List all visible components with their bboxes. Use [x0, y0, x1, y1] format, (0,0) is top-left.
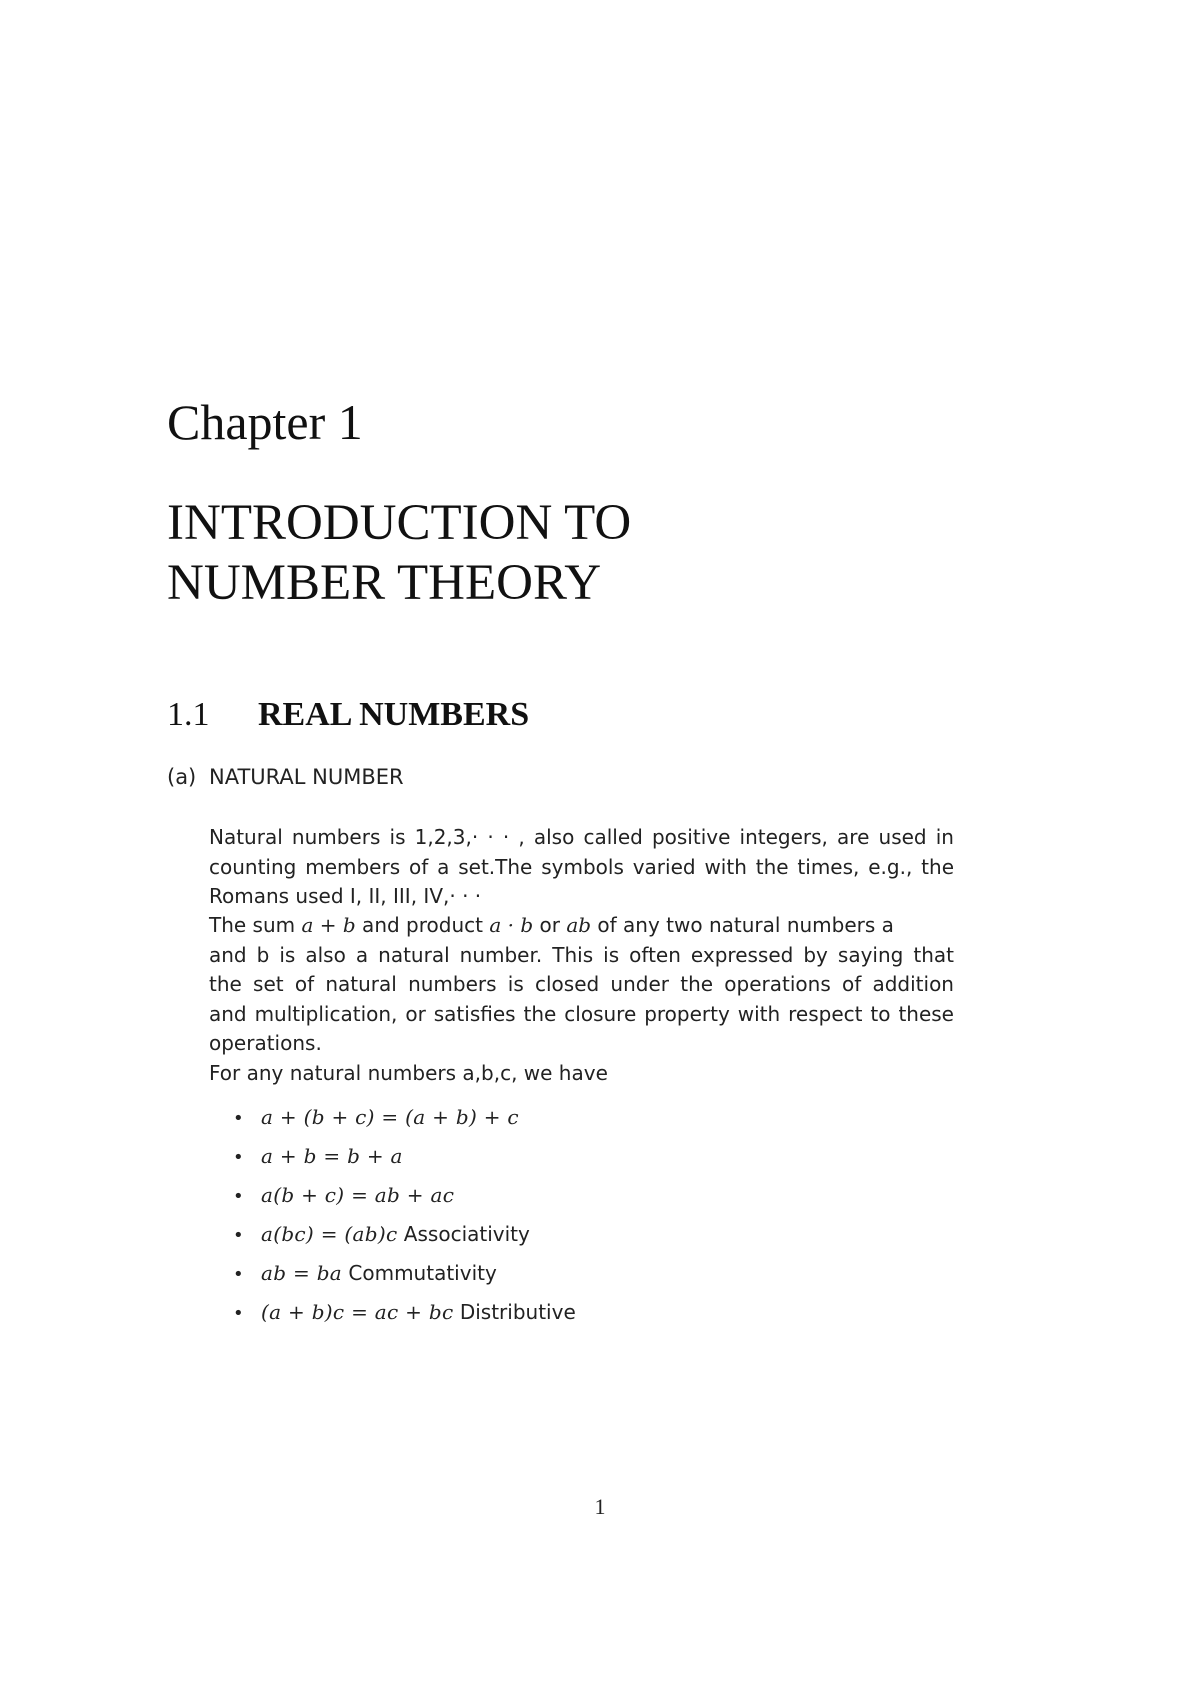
subsection-title: NATURAL NUMBER — [209, 765, 404, 789]
text-segment: or — [533, 913, 567, 937]
page-number: 1 — [594, 1494, 606, 1519]
list-item — [233, 1140, 576, 1179]
paragraph-line: counting members of a set.The symbols varied with the times, e.g., the — [209, 854, 954, 879]
property-label: Commutativity — [342, 1261, 497, 1285]
paragraph-closure — [209, 911, 954, 1061]
paragraph-natural-numbers — [209, 823, 954, 913]
formula: a(bc) = (ab)c — [261, 1222, 398, 1246]
paragraph-line: the set of natural numbers is closed under the operations of addition — [209, 972, 954, 996]
section-number: 1.1 — [167, 696, 210, 733]
bullet-icon: • — [233, 1147, 244, 1168]
paragraph-line: operations. — [209, 1031, 322, 1055]
text-segment: and product — [355, 913, 490, 937]
formula: a + b = b + a — [261, 1144, 403, 1168]
property-label: Distributive — [453, 1300, 576, 1324]
formula: a(b + c) = ab + ac — [261, 1183, 455, 1207]
section-title: REAL NUMBERS — [258, 696, 530, 733]
bullet-icon: • — [233, 1303, 244, 1324]
paragraph-line: For any natural numbers a,b,c, we have — [209, 1061, 608, 1085]
section-heading — [167, 693, 529, 737]
paragraph-line: Romans used I, II, III, IV,· · · — [209, 884, 482, 908]
subsection-label: (a) — [167, 765, 197, 789]
subsection-heading — [167, 762, 404, 792]
chapter-title-line-2: NUMBER THEORY — [167, 555, 602, 611]
chapter-title — [167, 493, 631, 613]
paragraph-line — [209, 911, 954, 941]
bullet-icon: • — [233, 1108, 244, 1129]
properties-list — [233, 1101, 576, 1335]
math-sum: a + b — [301, 913, 356, 937]
text-segment: The sum — [209, 913, 302, 937]
chapter-label: Chapter 1 — [167, 394, 363, 450]
list-item — [233, 1257, 576, 1296]
formula: (a + b)c = ac + bc — [261, 1300, 454, 1324]
list-item — [233, 1101, 576, 1140]
paragraph-line: Natural numbers is 1,2,3,· · · , also called positive integers, are used in — [209, 825, 954, 849]
list-item — [233, 1179, 576, 1218]
formula: ab = ba — [261, 1261, 343, 1285]
list-item — [233, 1218, 576, 1257]
list-item — [233, 1296, 576, 1335]
bullet-icon: • — [233, 1225, 244, 1246]
property-label: Associativity — [397, 1222, 530, 1246]
math-product: a · b — [489, 913, 534, 937]
bullet-icon: • — [233, 1264, 244, 1285]
text-segment: of any two natural numbers a — [591, 913, 894, 937]
paragraph-line: and multiplication, or satisfies the closure property with respect to these — [209, 1001, 954, 1026]
chapter-title-line-1: INTRODUCTION TO — [167, 495, 632, 551]
math-ab: ab — [566, 913, 592, 937]
formula: a + (b + c) = (a + b) + c — [261, 1105, 519, 1129]
bullet-icon: • — [233, 1186, 244, 1207]
paragraph-line: and b is also a natural number. This is often expressed by saying that — [209, 942, 954, 967]
paragraph-properties-intro — [209, 1059, 954, 1089]
